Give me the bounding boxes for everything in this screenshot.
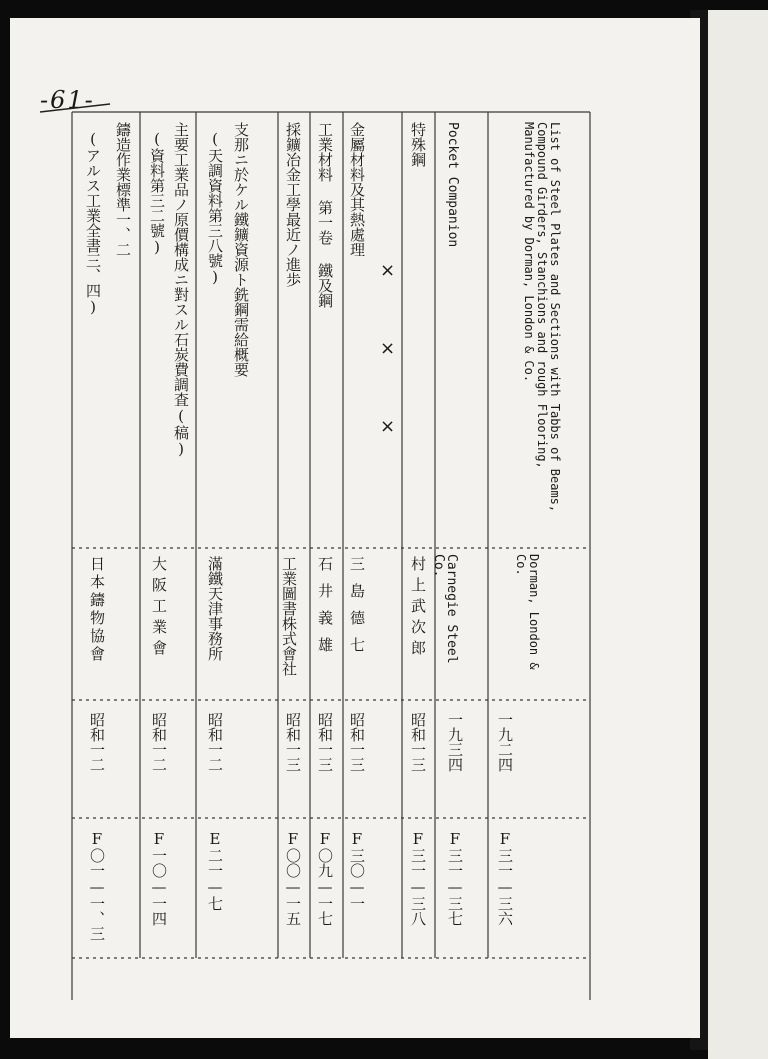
entry-title: 金屬材料及其熱處理 [348,122,366,257]
entry-title: Pocket Companion [445,122,460,248]
entry-title: 支那ニ於ケル鐵鑛資源ト銑鋼需給概要 [232,122,250,377]
entry-date: 昭和一三 [348,712,366,772]
page-number: -61- [40,86,95,114]
entry-publisher: 石井義雄 [316,556,334,664]
entry-note: (天調資料第三八號) [206,130,224,286]
entry-code: F〇一—一、三 [88,830,106,941]
entry-date: 昭和一二 [206,712,224,772]
entry-date: 昭和一二 [88,712,106,772]
entry-publisher: 滿鐵天津事務所 [206,556,224,661]
entry-code: F一〇—一四 [150,830,168,926]
entry-publisher: 日本鑄物協會 [88,556,106,664]
entry-publisher: Dorman, London & Co. [514,554,541,670]
entry-publisher: Carnegie Steel Co. [431,554,459,664]
entry-code: F三一—三六 [496,830,514,926]
entry-date: 一九三四 [446,712,464,772]
entry-publisher: 三島德七 [348,556,366,664]
entry-code: F〇〇—一五 [284,830,302,926]
cross-mark: × [380,416,396,437]
entry-code: F三一—三七 [446,830,464,926]
entry-date: 昭和一三 [316,712,334,772]
cross-mark: × [380,260,396,281]
entry-note: (アルス工業全書三、四) [84,130,102,316]
entry-note: (資料第三二號) [148,130,166,256]
cross-mark: × [380,338,396,359]
entry-publisher: 工業圖書株式會社 [280,556,298,676]
entry-title: List of Steel Plates and Sections with Tabbs of Beams, Compound Girders, Stanchions and rough Flooring, Manufactured by Dorman, London & Co. [522,122,562,513]
entry-date: 一九二四 [496,712,514,772]
entry-title: 採鑛冶金工學最近ノ進歩 [284,122,302,287]
entry-date: 昭和一二 [150,712,168,772]
entry-title: 主要工業品ノ原價構成ニ對スル石炭費調査(稿) [172,122,190,458]
entry-title: 鑄造作業標準一、二 [114,122,132,257]
entry-code: F〇九—一七 [316,830,334,926]
entry-title: 工業材料 第一卷 鐵及鋼 [316,122,334,308]
entry-date: 昭和一三 [284,712,302,772]
entry-code: E二一—七 [206,830,224,911]
entry-code: F三〇—一 [348,830,366,911]
entry-code: F三一—三八 [409,830,427,926]
entry-publisher: 大阪工業會 [150,556,168,661]
entry-title: 特殊鋼 [409,122,427,167]
entry-date: 昭和一三 [409,712,427,772]
entry-publisher: 村上武次郎 [409,556,427,661]
